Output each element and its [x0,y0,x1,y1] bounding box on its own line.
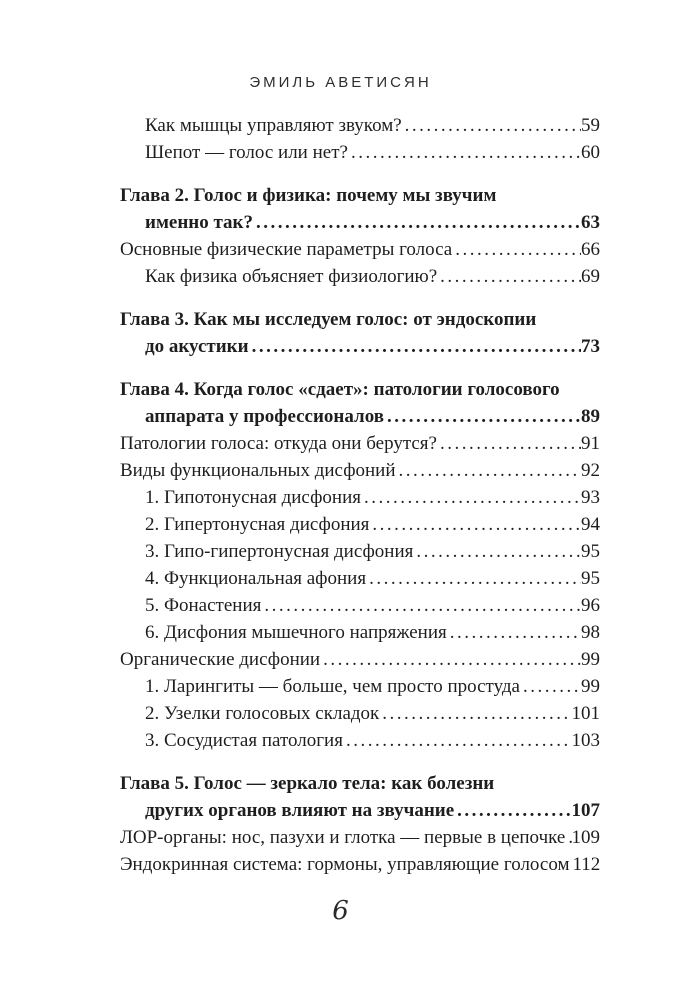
toc-entry-title: 1. Ларингиты — больше, чем просто простуда [145,676,520,697]
toc-entry [120,112,600,139]
toc-page-number: 91 [581,433,600,454]
toc-entry [120,457,600,484]
dot-leader [346,727,572,754]
toc-entry-title: аппарата у профессионалов [145,406,384,427]
toc-entry [120,824,600,851]
toc-page-number: 107 [571,800,600,821]
dot-leader [450,619,581,646]
dot-leader [405,112,581,139]
toc-entry [120,263,600,290]
dot-leader [399,457,581,484]
toc-page-number: 63 [581,212,600,233]
toc-entry-title: 3. Гипо-гипертонусная дисфония [145,541,414,562]
toc-entry-title: Эндокринная система: гормоны, управляющие голосом [120,854,570,875]
toc-page-number: 89 [581,406,600,427]
toc-entry [120,139,600,166]
toc-entry-title: Патологии голоса: откуда они берутся? [120,433,437,454]
toc-entry [120,306,600,360]
toc-entry [120,182,600,236]
toc-entry [120,646,600,673]
toc-entry-title: Глава 4. Когда голос «сдает»: патологии голосового [120,379,560,400]
dot-leader [382,700,571,727]
toc-entry-title: Глава 2. Голос и физика: почему мы звучим [120,185,497,206]
toc-entry-title: 3. Сосудистая патология [145,730,343,751]
toc-page-number: 66 [581,239,600,260]
toc-entry [120,727,600,754]
toc-entry [120,236,600,263]
toc-entry-title: Как мышцы управляют звуком? [145,115,402,136]
dot-leader [523,673,581,700]
toc-page-number: 101 [571,703,600,724]
toc-entry [120,430,600,457]
toc-entry [120,851,600,878]
toc-entry-title: Глава 3. Как мы исследуем голос: от эндоскопии [120,309,537,330]
toc-page-number: 112 [572,854,601,875]
toc-page-number: 93 [581,487,600,508]
toc-entry-title: Органические дисфонии [120,649,321,670]
toc-entry-title: Основные физические параметры голоса [120,239,453,260]
dot-leader [323,646,581,673]
toc-entry [120,511,600,538]
toc-entry [120,673,600,700]
toc-entry-title: 4. Функциональная афония [145,568,367,589]
toc-entry [120,538,600,565]
dot-leader [256,209,581,236]
dot-leader [440,430,581,457]
toc-list [120,112,600,878]
dot-leader [252,333,581,360]
toc-entry-title: 1. Гипотонусная дисфония [145,487,361,508]
toc-entry-title: других органов влияют на звучание [145,800,455,821]
toc-page-number: 69 [581,266,600,287]
toc-entry-title: 2. Узелки голосовых складок [145,703,380,724]
toc-page-number: 103 [571,730,600,751]
toc-entry-title: 5. Фонастения [145,595,262,616]
toc-page-number: 99 [581,649,600,670]
toc-page-number: 94 [581,514,600,535]
dot-leader [369,565,581,592]
toc-entry [120,376,600,430]
toc-entry-title: до акустики [145,336,249,357]
toc-entry [120,565,600,592]
toc-entry-title: 2. Гипертонусная дисфония [145,514,370,535]
toc-page-number: 96 [581,595,600,616]
dot-leader [416,538,581,565]
dot-leader [351,139,581,166]
toc-page-number: 73 [581,336,600,357]
dot-leader [440,263,581,290]
toc-entry-title: именно так? [145,212,253,233]
toc-entry [120,484,600,511]
dot-leader [364,484,581,511]
toc-entry [120,700,600,727]
toc-page-number: 109 [571,827,600,848]
toc-page-number: 98 [581,622,600,643]
toc-entry [120,592,600,619]
toc-page-number: 95 [581,568,600,589]
toc-page-number: 92 [581,460,600,481]
toc-page-number: 95 [581,541,600,562]
dot-leader [387,403,581,430]
dot-leader [372,511,581,538]
running-head-author: ЭМИЛЬ АВЕТИСЯН [249,74,432,91]
dot-leader [455,236,581,263]
toc-page-number: 60 [581,142,600,163]
toc-entry [120,770,600,824]
toc-entry-title: Шепот — голос или нет? [145,142,348,163]
toc-entry-title: Виды функциональных дисфоний [120,460,396,481]
toc-entry-title: Глава 5. Голос — зеркало тела: как болезни [120,773,495,794]
dot-leader [457,797,571,824]
toc-entry [120,619,600,646]
page-number: 6 [332,896,349,926]
toc-entry-title: Как физика объясняет физиологию? [145,266,438,287]
toc-entry-title: 6. Дисфония мышечного напряжения [145,622,447,643]
dot-leader [264,592,581,619]
toc-page-number: 59 [581,115,600,136]
toc-page-number: 99 [581,676,600,697]
toc-entry-title: ЛОР-органы: нос, пазухи и глотка — первые в цепочке [120,827,566,848]
